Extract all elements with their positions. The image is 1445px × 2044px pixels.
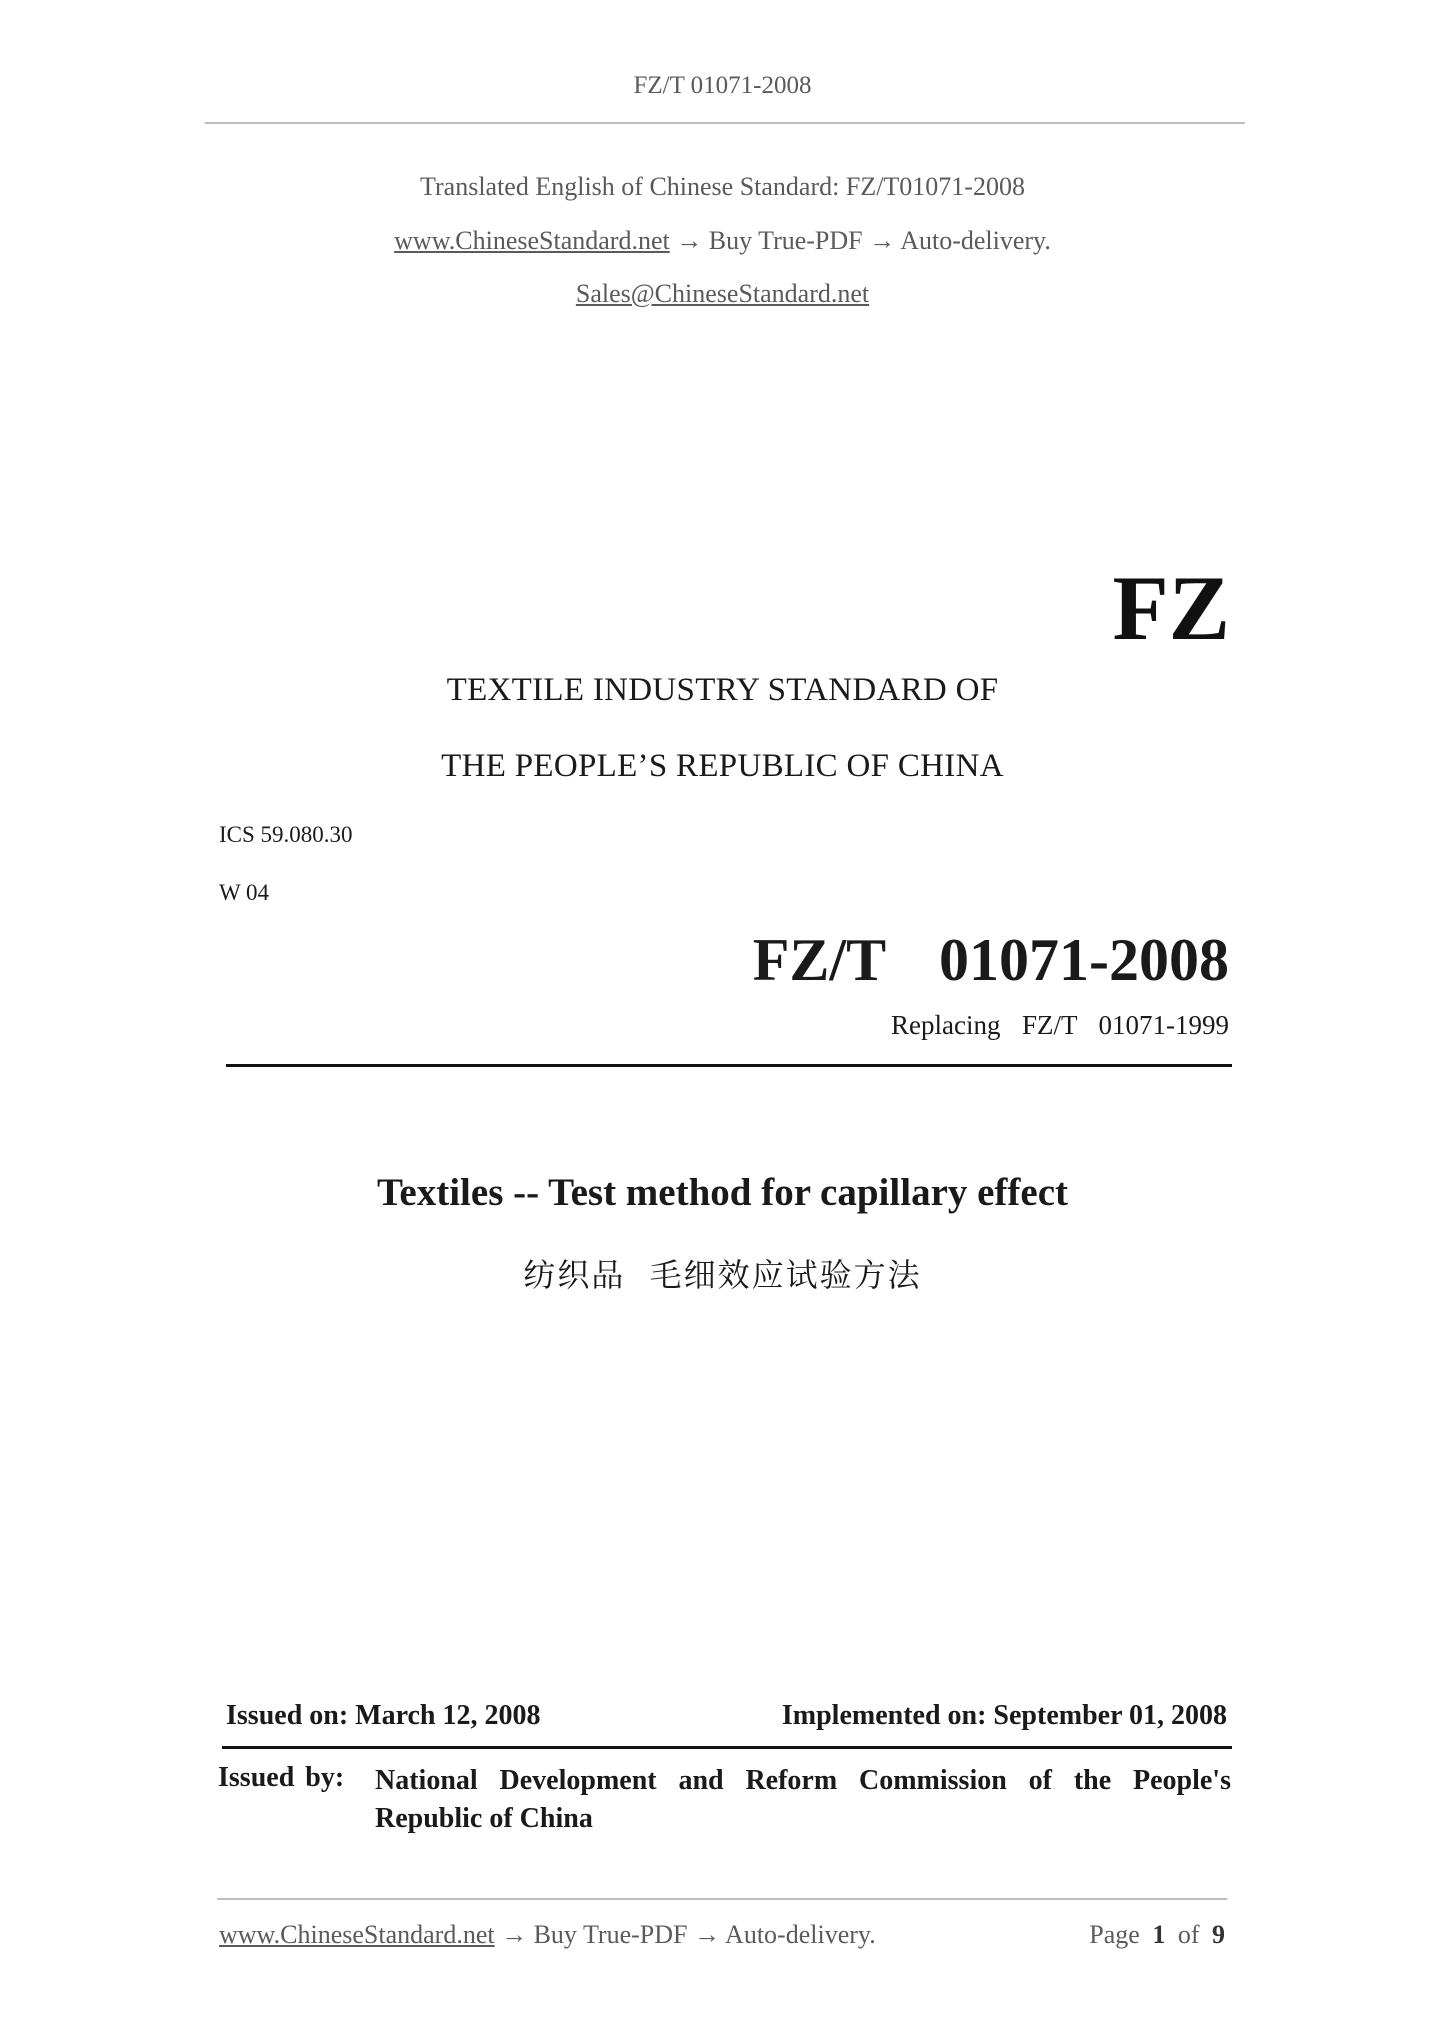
page-current: 1 bbox=[1152, 1920, 1166, 1949]
page-total: 9 bbox=[1212, 1920, 1225, 1949]
ics-code: ICS 59.080.30 bbox=[219, 822, 353, 847]
document-title-chinese: 纺织品 毛细效应试验方法 bbox=[523, 1256, 922, 1294]
document-title-english: Textiles -- Test method for capillary effect bbox=[376, 1171, 1069, 1214]
footer-promo-text: → Buy True-PDF → Auto-delivery. bbox=[494, 1920, 876, 1949]
running-header: FZ/T 01071-2008 bbox=[633, 72, 812, 99]
website-link[interactable]: www.ChineseStandard.net bbox=[394, 226, 670, 255]
industry-title-line2: THE PEOPLE’S REPUBLIC OF CHINA bbox=[441, 748, 1004, 784]
sales-email-link[interactable]: Sales@ChineseStandard.net bbox=[575, 279, 870, 308]
w-code: W 04 bbox=[219, 880, 270, 905]
main-rule bbox=[226, 1064, 1232, 1067]
issuing-authority: National Development and Reform Commission of the People's Republic of China bbox=[375, 1765, 1231, 1834]
issued-by-label: Issued by: bbox=[218, 1762, 345, 1793]
footer-website-link[interactable]: www.ChineseStandard.net bbox=[219, 1920, 495, 1949]
issue-rule bbox=[222, 1746, 1232, 1749]
standard-number: FZ/T 01071-2008 bbox=[752, 927, 1229, 993]
footer-promo bbox=[219, 1920, 876, 1950]
page-of: of bbox=[1177, 1920, 1200, 1949]
promo-text: → Buy True-PDF → Auto-delivery. bbox=[669, 226, 1051, 255]
replacing-standard: Replacing FZ/T 01071-1999 bbox=[891, 1010, 1229, 1040]
issued-on-date: Issued on: March 12, 2008 bbox=[226, 1700, 541, 1731]
header-rule bbox=[205, 122, 1245, 124]
page-indicator bbox=[1089, 1920, 1225, 1950]
page-word: Page bbox=[1089, 1920, 1140, 1949]
implemented-on-date: Implemented on: September 01, 2008 bbox=[781, 1700, 1227, 1731]
fz-logo: FZ bbox=[1112, 557, 1230, 659]
sales-email-line bbox=[0, 279, 1445, 309]
translated-note: Translated English of Chinese Standard: FZ/T01071-2008 bbox=[420, 172, 1025, 201]
footer-rule bbox=[217, 1898, 1227, 1900]
promo-line bbox=[0, 226, 1445, 256]
industry-title-line1: TEXTILE INDUSTRY STANDARD OF bbox=[446, 672, 999, 708]
